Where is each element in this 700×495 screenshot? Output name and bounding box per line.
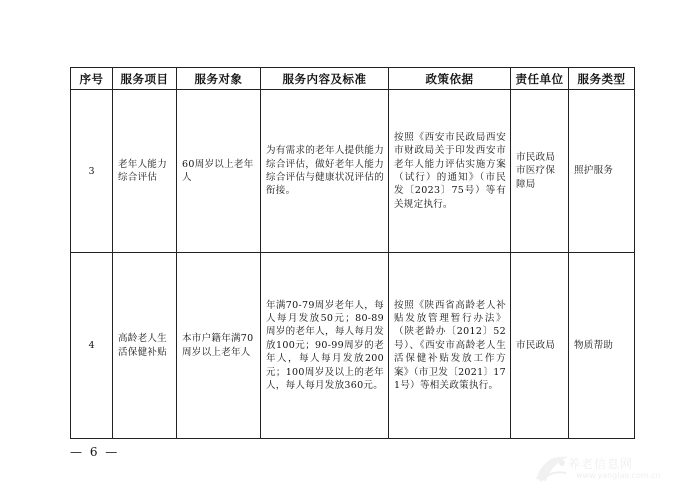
header-policy: 政策依据 — [389, 68, 511, 90]
row-type-cell — [569, 90, 635, 253]
row-content-cell — [261, 253, 389, 439]
row-unit-cell — [511, 90, 569, 253]
row-type: 照护服务 — [574, 165, 614, 177]
watermark — [532, 451, 672, 485]
page-number: — 6 — — [70, 445, 120, 459]
row-item: 高龄老人生活保健补贴 — [118, 333, 168, 358]
row-index: 3 — [71, 90, 113, 253]
row-type-cell — [569, 253, 635, 439]
watermark-name: 养老信息网 — [568, 457, 634, 471]
table-row — [71, 90, 635, 253]
row-unit: 市民政局 — [516, 339, 556, 351]
row-item-cell — [113, 90, 177, 253]
header-type: 服务类型 — [569, 68, 635, 90]
header-target: 服务对象 — [177, 68, 261, 90]
watermark-logo-icon — [532, 451, 572, 485]
header-unit: 责任单位 — [511, 68, 569, 90]
row-content-cell — [261, 90, 389, 253]
row-target-cell — [177, 90, 261, 253]
row-type: 物质帮助 — [574, 339, 614, 351]
watermark-url: www.yanglao.com.cn — [576, 471, 661, 480]
row-policy: 按照《陕西省高龄老人补贴发放管理暂行办法》（陕老龄办〔2012〕52号）、《西安市高龄老人生活保健补贴发放工作方案》（市卫发〔2021〕171号）等相关政策执行。 — [394, 299, 506, 392]
row-policy-cell — [389, 90, 511, 253]
table-row — [71, 253, 635, 439]
header-content: 服务内容及标准 — [261, 68, 389, 90]
row-policy-cell — [389, 253, 511, 439]
row-target: 60周岁以上老年人 — [182, 158, 254, 183]
header-item: 服务项目 — [113, 68, 177, 90]
row-unit-cell — [511, 253, 569, 439]
row-unit: 市民政局市医疗保障局 — [516, 151, 556, 190]
row-index: 4 — [71, 253, 113, 439]
row-target: 本市户籍年满70周岁以上老年人 — [182, 333, 254, 358]
row-content: 年满70-79周岁老年人，每人每月发放50元；80-89周岁的老年人，每人每月发放100元；90-99周岁的老年人，每人每月发放200元；100周岁及以上的老年人，每人每月发放360元。 — [266, 299, 384, 392]
row-item-cell — [113, 253, 177, 439]
row-policy: 按照《西安市民政局西安市财政局关于印发西安市老年人能力评估实施方案（试行）的通知》（市民发〔2023〕75号）等有关规定执行。 — [394, 131, 506, 210]
row-item: 老年人能力综合评估 — [118, 158, 168, 183]
row-content: 为有需求的老年人提供能力综合评估，做好老年人能力综合评估与健康状况评估的衔接。 — [266, 145, 384, 197]
row-target-cell — [177, 253, 261, 439]
table-header-row — [71, 68, 635, 90]
services-table — [70, 67, 635, 439]
header-index: 序号 — [71, 68, 113, 90]
